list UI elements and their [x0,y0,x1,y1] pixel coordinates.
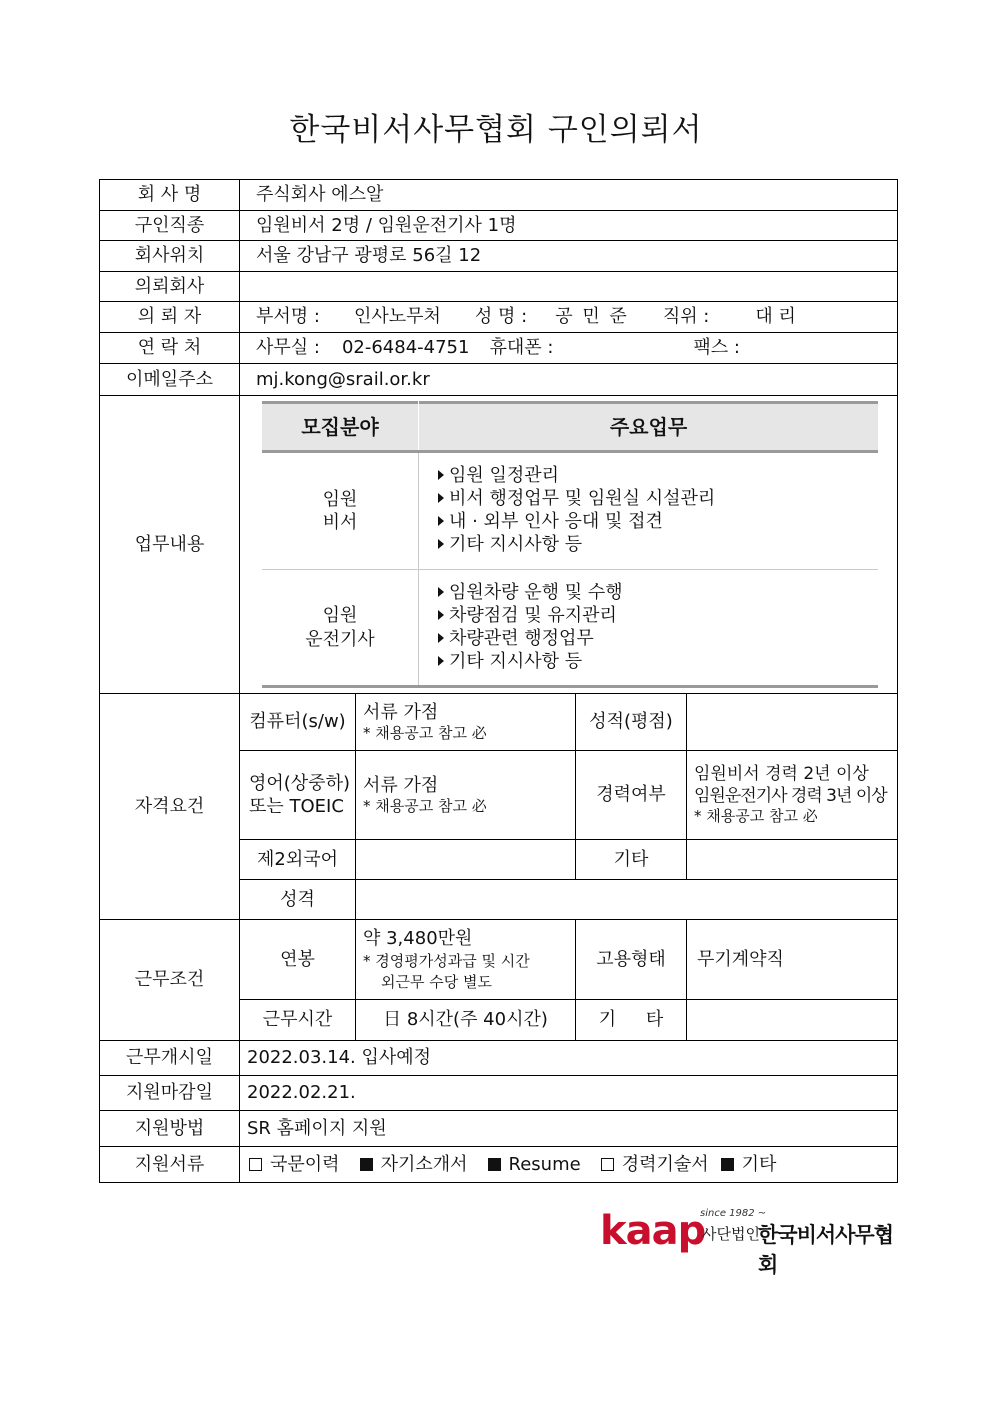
duty-field-secretary [262,453,418,569]
list-item: 차량관련 행정업무 [438,627,623,650]
email-label: 이메일주소 [99,363,240,396]
location-label: 회사위치 [99,240,240,272]
grades-label: 성적(평점) [575,693,687,751]
office-value: 02-6484-4751 [341,337,470,359]
salary-note: 외근무 수당 별도 [381,972,492,991]
hours-value: 日 8시간(주 40시간) [355,999,576,1041]
positions-label: 구인직종 [99,210,240,241]
conditions-label: 근무조건 [99,919,240,1041]
duties-field-header: 모집분야 [262,401,418,450]
duty-field-line: 임원 [322,488,358,510]
employment-value: 무기계약직 [686,919,898,1000]
company-value: 주식회사 에스알 [239,179,898,211]
name-label: 성 명 : [474,306,528,328]
bullet-icon [438,539,444,549]
bullet-icon [438,587,444,597]
qual-other-label: 기타 [575,839,687,880]
salary-note: * 경영평가성과급 및 시간 [363,952,530,971]
method-label: 지원방법 [99,1110,240,1147]
duties-header-divider [418,401,419,450]
office-label: 사무실 : [256,337,320,359]
fax-label: 팩스 : [693,337,740,359]
duties-bottom-rule [262,685,878,688]
duties-label: 업무내용 [99,395,240,694]
list-item: 비서 행정업무 및 임원실 시설관리 [438,487,715,510]
list-item: 차량점검 및 유지관리 [438,604,623,627]
email-value: mj.kong@srail.or.kr [239,363,898,396]
cond-other-label: 기 타 [575,999,687,1041]
company-label: 회 사 명 [99,179,240,211]
page-title: 한국비서사무협회 구인의뢰서 [289,112,703,148]
start-label: 근무개시일 [99,1040,240,1076]
list-item: 기타 지시사항 등 [438,533,715,556]
duties-top-rule [262,401,878,404]
computer-label: 컴퓨터(s/w) [239,693,356,751]
deadline-label: 지원마감일 [99,1075,240,1111]
method-value: SR 홈페이지 지원 [239,1110,898,1147]
duties-tasks-header: 주요업무 [419,401,878,450]
salary-label: 연봉 [239,919,356,1000]
duty-field-line: 비서 [322,512,358,533]
duty-tasks-driver [438,581,623,673]
career-line: 임원비서 경력 2년 이상 [694,764,869,785]
bullet-icon [438,470,444,480]
computer-line: 서류 가점 [363,701,439,723]
list-item: 내 · 외부 인사 응대 및 접견 [438,510,715,533]
name-value: 공 민 준 [555,306,629,328]
dept-label: 부서명 : [256,306,320,328]
english-line: 서류 가점 [363,774,439,796]
employment-label: 고용형태 [575,919,687,1000]
logo-brand: kaap [600,1208,706,1254]
hours-label: 근무시간 [239,999,356,1041]
list-item: 기타 지시사항 등 [438,650,623,673]
career-note: * 채용공고 참고 必 [694,807,818,826]
career-label: 경력여부 [575,750,687,840]
second-language-label: 제2외국어 [239,839,356,880]
list-item: 임원차량 운행 및 수행 [438,581,623,604]
duty-tasks-secretary [438,464,715,556]
qualifications-label: 자격요건 [99,693,240,920]
kaap-logo [598,1206,898,1277]
dept-value: 인사노무처 [353,306,441,328]
logo-corp: 사단법인 [702,1225,760,1243]
document-item: 국문이력 [270,1153,340,1175]
bullet-icon [438,656,444,666]
requester-row [239,301,898,333]
list-item: 임원 일정관리 [438,464,715,487]
positions-value: 임원비서 2명 / 임원운전기사 1명 [239,210,898,241]
rank-label: 직위 : [662,306,710,328]
client-value [239,271,898,302]
client-label: 의뢰회사 [99,271,240,302]
contact-row [239,332,898,364]
english-label-line: 또는 TOEIC [249,796,344,817]
contact-label: 연 락 처 [99,332,240,364]
english-note: * 채용공고 참고 必 [363,796,487,815]
location-value: 서울 강남구 광평로 56길 12 [239,240,898,272]
bullet-icon [438,610,444,620]
bullet-icon [438,633,444,643]
document-item: 자기소개서 [380,1153,468,1175]
duty-field-line: 운전기사 [305,628,375,650]
career-line: 임원운전기사 경력 3년 이상 [694,786,887,807]
logo-org: 한국비서사무협회 [758,1223,894,1277]
duties-table [262,401,878,687]
computer-note: * 채용공고 참고 必 [363,723,487,742]
document-item: 기타 [741,1153,777,1175]
start-value: 2022.03.14. 입사예정 [239,1040,898,1076]
requester-label: 의 뢰 자 [99,301,240,333]
bullet-icon [438,516,444,526]
duty-field-line: 임원 [322,605,358,627]
bullet-icon [438,493,444,503]
deadline-value: 2022.02.21. [239,1075,898,1111]
rank-value: 대 리 [755,306,796,328]
personality-label: 성격 [239,879,356,920]
duty-field-driver [262,570,418,685]
mobile-label: 휴대폰 : [489,337,554,359]
document-item: Resume [508,1153,581,1175]
salary-line: 약 3,480만원 [363,928,473,950]
logo-since: since 1982 ~ [700,1208,767,1219]
document-item: 경력기술서 [621,1153,709,1175]
english-label-line: 영어(상중하) [249,772,350,794]
documents-label: 지원서류 [99,1146,240,1183]
